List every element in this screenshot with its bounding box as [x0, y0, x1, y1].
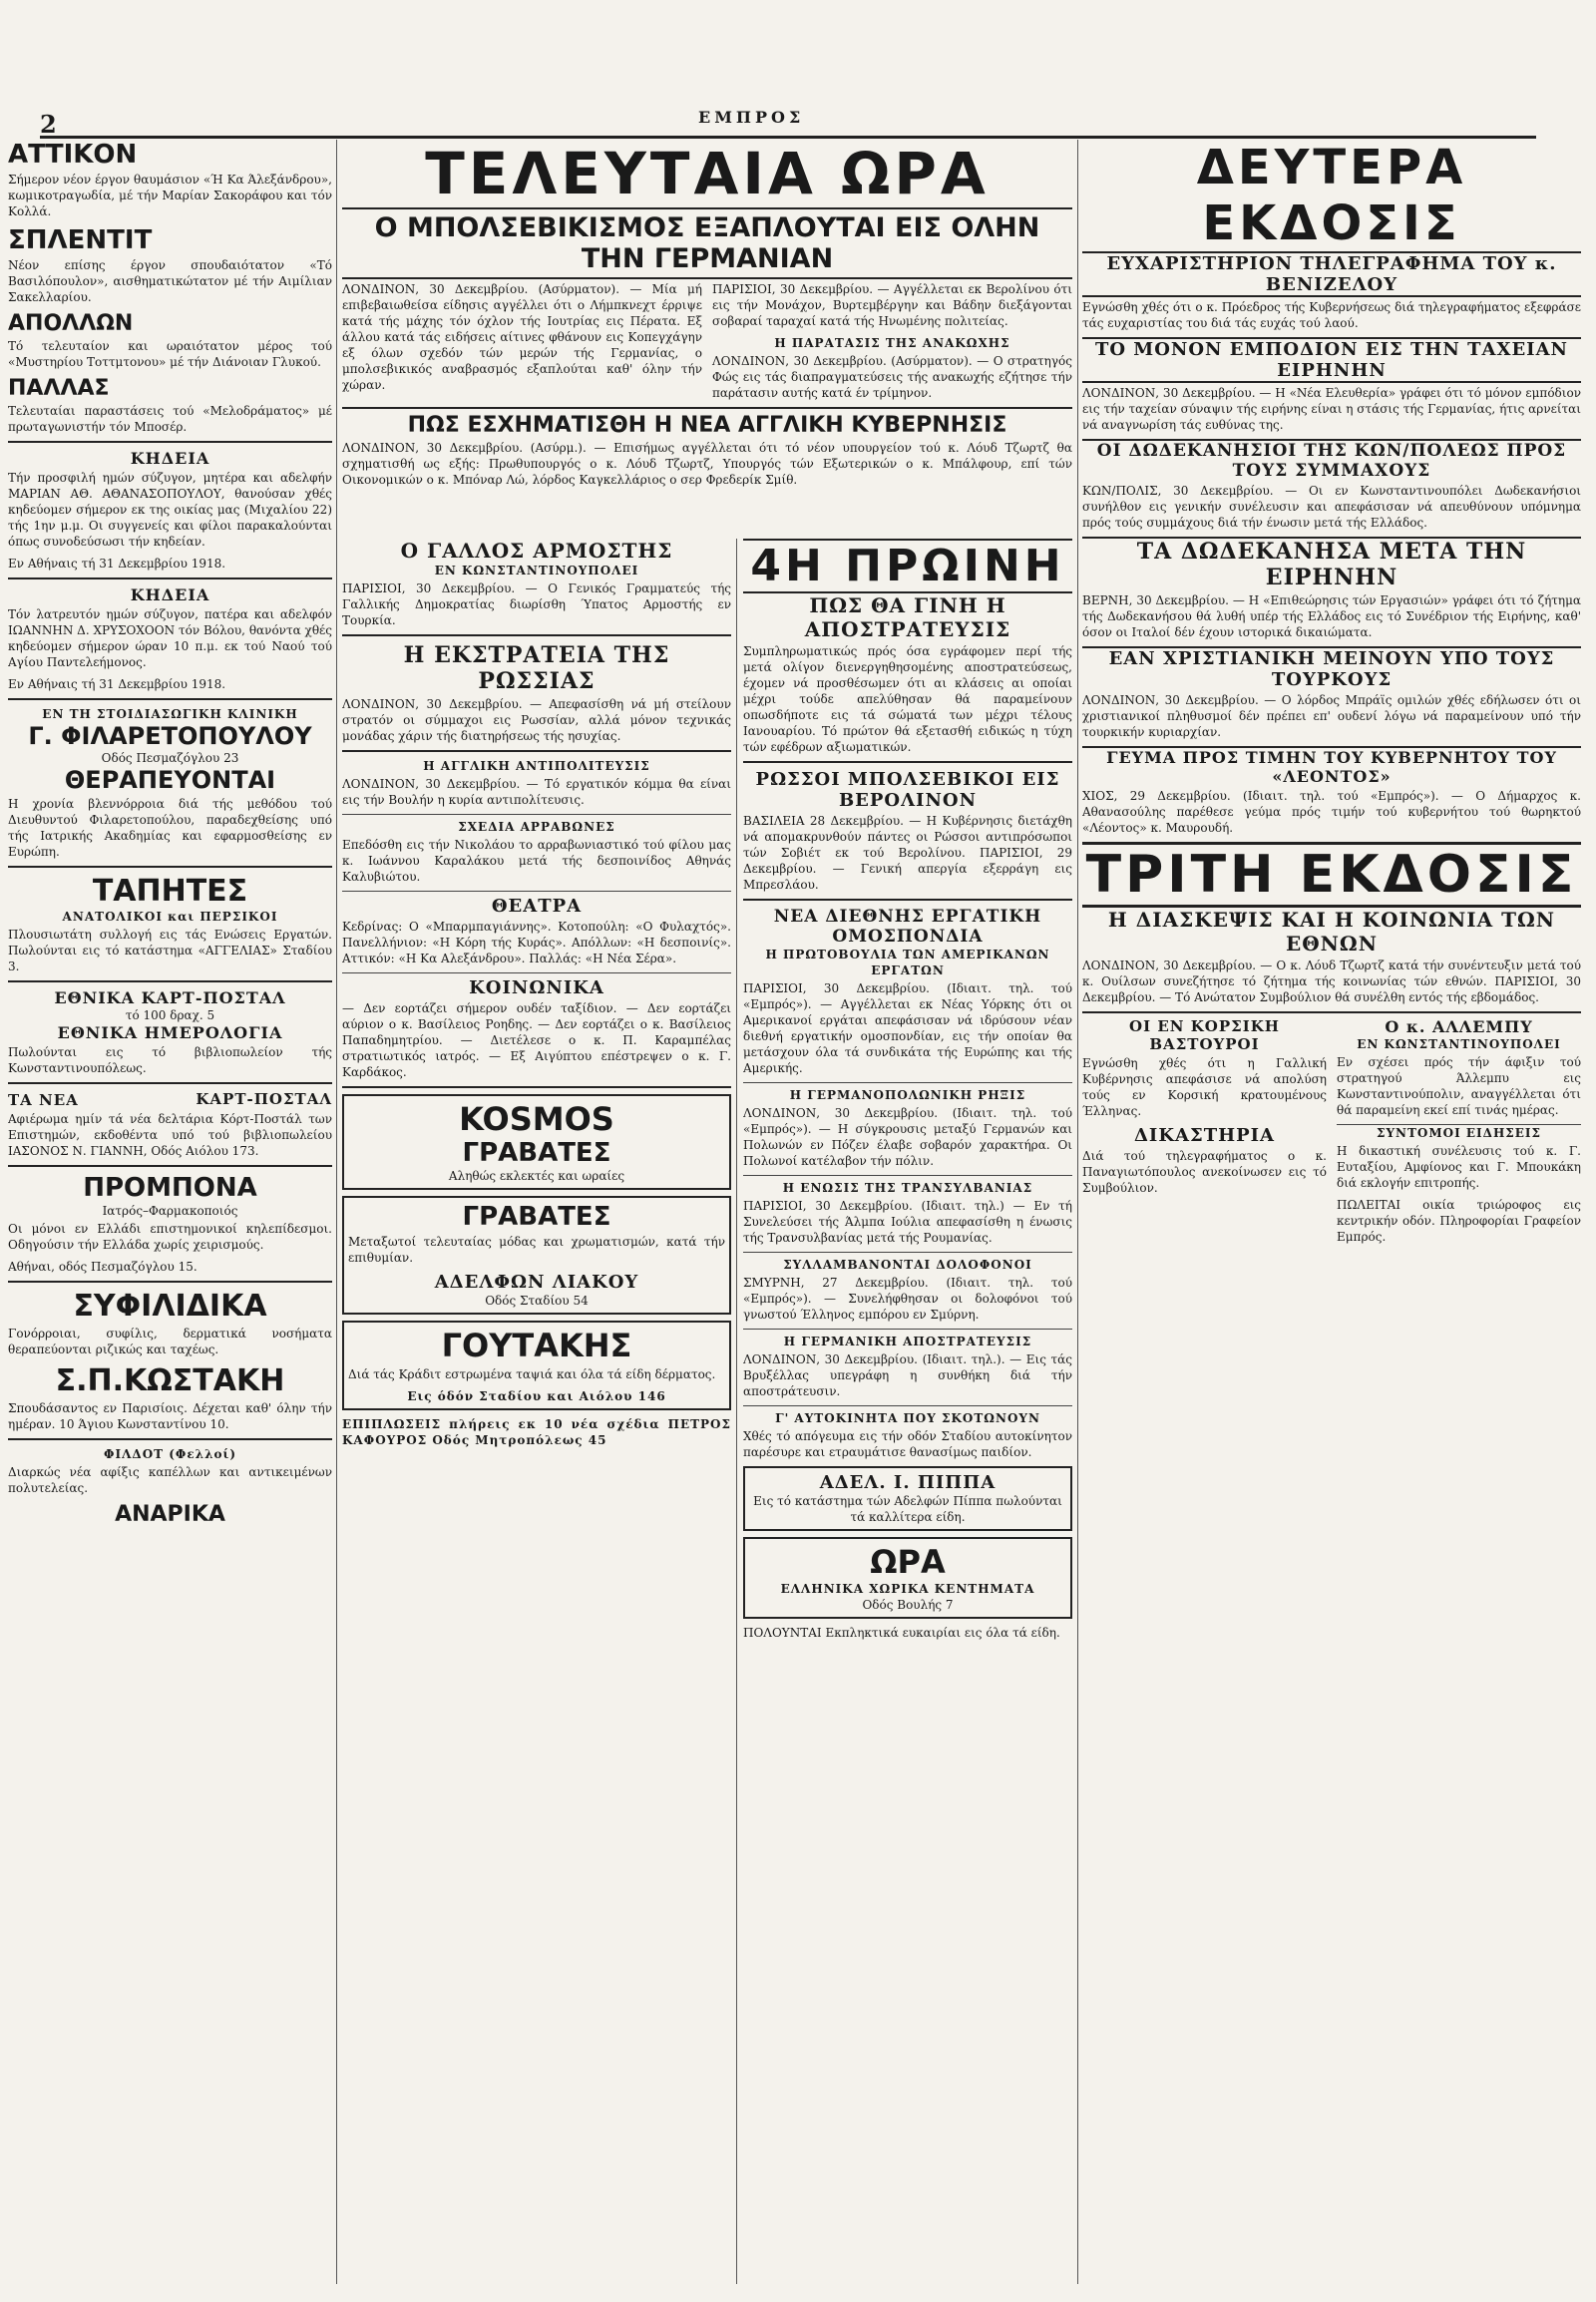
- center-left-column: [342, 539, 731, 2284]
- third-edition-banner: ΤΡΙΤΗ ΕΚΔΟΣΙΣ: [1082, 842, 1581, 908]
- main-top-block: [342, 140, 1072, 494]
- column-rule: [1077, 140, 1078, 2284]
- ora-address: Οδός Βουλής 7: [862, 1598, 954, 1612]
- nations-title: Η ΔΙΑΣΚΕΨΙΣ ΚΑΙ Η ΚΟΙΝΩΝΙΑ ΤΩΝ ΕΘΝΩΝ: [1107, 908, 1556, 956]
- section-title: ΚΗΔΕΙΑ: [130, 585, 210, 604]
- prompona-sub: Ιατρός–Φαρμακοποιός: [102, 1204, 238, 1218]
- morning-edition: 4Η ΠΡΩΙΝΗ: [743, 539, 1072, 593]
- transylvania-text: ΠΑΡΙΣΙΟΙ, 30 Δεκεμβρίου. (Ιδιαιτ. τηλ.) — Εν τή Συνελεύσει τής Άλμπα Ιούλια απεφασίσθη η ένωσις τής Τρανσυλβανίας μετά τής Ρουμανίας.: [743, 1199, 1072, 1245]
- masthead: ΕΜΠΡΟΣ: [698, 108, 805, 127]
- corsica-block: [1082, 1017, 1327, 1251]
- allenby-sub: ΕΝ ΚΩΝΣΤΑΝΤΙΝΟΥΠΟΛΕΙ: [1357, 1037, 1561, 1051]
- fildot-title: ΦΙΛΔΟΤ (Φελλοί): [104, 1447, 236, 1461]
- page-number: 2: [40, 110, 57, 139]
- divider: [743, 1252, 1072, 1253]
- theaters-list: Κεδρίνας: Ο «Μπαρμπαγιάννης». Κοτοπούλη: «Ο Φυλαχτός». Πανελλήνιον: «Η Κόρη τής Κυράς». Απόλλων: «Η δεσποινίς». Αττικόν: «Η Κα Αλεξάνδρου». Παλλάς: «Η Νέα Σέρα».: [342, 920, 731, 965]
- theater-text: Τό τελευταίον και ωραιότατον μέρος τού «Μυστηρίου Τοττμτονου» μέ τήν Διάνοιαν Γλυκού.: [8, 339, 332, 369]
- cabinet-text: ΛΟΝΔΙΝΟΝ, 30 Δεκεμβρίου. (Ασύρμ.). — Επισήμως αγγέλλεται ότι τό νέον υπουργείον τού κ. Λόυδ Τζωρτζ θα σχηματισθή ως εξής: Πρωθυπουργός ο κ. Λόυδ Τζωρτζ, Υπουργός τών Εξωτερικών ο κ. Μπάλφουρ, επί τών Οικονομικών ο κ. Μπόναρ Λώ, λόρδος Καγκελλάριος ο σερ Φρεδερίκ Σμίθ.: [342, 441, 1072, 487]
- german-demob-title: Η ΓΕΡΜΑΝΙΚΗ ΑΠΟΣΤΡΑΤΕΥΣΙΣ: [783, 1335, 1032, 1348]
- section-label: ΤΑ ΝΕΑ: [8, 1091, 79, 1109]
- cards-title: ΕΘΝΙΚΑ ΚΑΡΤ-ΠΟΣΤΑΛ: [54, 988, 286, 1007]
- ties-heading: ΓΡΑΒΑΤΕΣ: [462, 1138, 611, 1168]
- armostis-title: Ο ΓΑΛΛΟΣ ΑΡΜΟΣΤΗΣ: [400, 539, 673, 563]
- banner-headline: ΤΕΛΕΥΤΑΙΑ ΩΡΑ: [425, 140, 990, 207]
- center-right-column: [743, 539, 1072, 2284]
- dodecanese-text: ΚΩΝ/ΠΟΛΙΣ, 30 Δεκεμβρίου. — Οι εν Κωνσταντινουπόλει Δωδεκανήσιοι συνήλθον εις γενικήν συνέλευσιν και απεφάσισαν νά απευθύνουν υπόμνημα πρός τούς συμμάχους διά τήν ένωσιν μετά τής Ελλάδος.: [1082, 484, 1581, 530]
- transylvania-title: Η ΕΝΩΣΙΣ ΤΗΣ ΤΡΑΝΣΥΛΒΑΝΙΑΣ: [782, 1181, 1033, 1195]
- after-peace-text: ΒΕΡΝΗ, 30 Δεκεμβρίου. — Η «Επιθεώρησις τών Εργασιών» γράφει ότι τό ζήτημα τής Δωδεκανήσου θά λυθή υπέρ τής Ελλάδος εις τό Συνέδριον τής Ειρήνης, καθ' όσον οι Ιταλοί δέν έχουν ιστορικά δικαιώματα.: [1082, 593, 1581, 639]
- opposition-text: ΛΟΝΔΙΝΟΝ, 30 Δεκεμβρίου. — Τό εργατικόν κόμμα θα είναι εις τήν Βουλήν η κυρία αντιπολίτευσις.: [342, 777, 731, 807]
- tail-text: ΠΟΛΟΥΝΤΑΙ Εκπληκτικά ευκαιρίαι εις όλα τά είδη.: [743, 1626, 1060, 1640]
- ora-brand: ΩΡΑ: [870, 1543, 946, 1581]
- divider: [8, 1281, 332, 1283]
- almanac-title: ΕΘΝΙΚΑ ΗΜΕΡΟΛΟΓΙΑ: [57, 1023, 283, 1042]
- engagement-title: ΣΧΕΔΙΑ ΑΡΡΑΒΩΝΕΣ: [458, 820, 615, 834]
- obituary-text: Τήν προσφιλή ημών σύζυγον, μητέρα και αδελφήν ΜΑΡΙΑΝ ΑΘ. ΑΘΑΝΑΣΟΠΟΥΛΟΥ, θανούσαν χθές κηδεύομεν σήμερον εκ της οικίας μας (Μιχαλίου 22) τής 1ην μ.μ. Οι συγγενείς και φίλοι παρακαλούνται όπως συνοδεύσωσι τήν κηδείαν.: [8, 471, 332, 549]
- pipa-brand: ΑΔΕΛ. Ι. ΠΙΠΠΑ: [819, 1472, 997, 1493]
- divider: [342, 1086, 731, 1088]
- thanks-text: Εγνώσθη χθές ότι ο κ. Πρόεδρος τής Κυβερνήσεως διά τηλεγραφήματος εξεφράσε τάς ευχαριστίας του διά τάς ευχάς τού λαού.: [1082, 300, 1581, 330]
- news-section: [8, 1090, 332, 1109]
- divider: [743, 1405, 1072, 1406]
- thanks-title: ΕΥΧΑΡΙΣΤΗΡΙΟΝ ΤΗΛΕΓΡΑΦΗΜΑ ΤΟΥ κ. ΒΕΝΙΖΕΛΟΥ: [1082, 251, 1581, 297]
- divider: [8, 980, 332, 982]
- divider: [8, 698, 332, 700]
- carpets-sub: ΑΝΑΤΟΛΙΚΟΙ και ΠΕΡΣΙΚΟΙ: [62, 910, 278, 924]
- after-peace-title: ΤΑ ΔΩΔΕΚΑΝΗΣΑ ΜΕΤΑ ΤΗΝ ΕΙΡΗΝΗΝ: [1082, 537, 1581, 590]
- poland-title: Η ΓΕΡΜΑΝΟΠΟΛΩΝΙΚΗ ΡΗΞΙΣ: [789, 1088, 1026, 1102]
- page-header-bar: [40, 108, 1536, 139]
- divider: [8, 1438, 332, 1440]
- fildot-text: Διαρκώς νέα αφίξις καπέλλων και αντικειμένων πολυτελείας.: [8, 1465, 332, 1495]
- column-rule: [336, 140, 337, 2284]
- goutakis-brand: ΓΟΥΤΑΚΗΣ: [441, 1327, 632, 1364]
- divider: [743, 899, 1072, 901]
- divider: [342, 891, 731, 892]
- theater-name: ΑΠΟΛΛΩΝ: [8, 311, 134, 336]
- union-title: ΝΕΑ ΔΙΕΘΝΗΣ ΕΡΓΑΤΙΚΗ ΟΜΟΣΠΟΝΔΙΑ: [773, 907, 1042, 947]
- russia-title: Η ΕΚΣΤΡΑΤΕΙΑ ΤΗΣ ΡΩΣΣΙΑΣ: [403, 642, 670, 694]
- prompona-title: ΠΡΟΜΠΟΝΑ: [83, 1173, 257, 1203]
- divider: [743, 761, 1072, 763]
- allenby-block: [1337, 1017, 1581, 1251]
- armostis-sub: ΕΝ ΚΩΝΣΤΑΝΤΙΝΟΥΠΟΛΕΙ: [434, 564, 639, 577]
- court-text: Διά τού τηλεγραφήματος ο κ. Παναγιωτόπουλος ανεκοίνωσεν εις τό Συμβούλιον.: [1082, 1149, 1327, 1195]
- divider: [342, 814, 731, 815]
- corsica-title: ΟΙ ΕΝ ΚΟΡΣΙΚΗ ΒΑΣΤΟΥΡΟΙ: [1129, 1017, 1280, 1053]
- left-column: [8, 140, 332, 2284]
- cars-text: Χθές τό απόγευμα εις τήν οδόν Σταδίου αυτοκίνητον παρέσυρε και ετραυμάτισε θανασίμως παιδίον.: [743, 1429, 1072, 1459]
- smyrna-title: ΣΥΛΛΑΜΒΑΝΟΝΤΑΙ ΔΟΛΟΦΟΝΟΙ: [783, 1258, 1032, 1272]
- furniture-ad: ΕΠΙΠΛΩΣΕΙΣ πλήρεις εκ 10 νέα σχέδια ΠΕΤΡΟΣ ΚΑΦΟΥΡΟΣ Οδός Μητροπόλεως 45: [342, 1417, 731, 1447]
- divider: [342, 972, 731, 973]
- kostaki-text: Σπουδάσαντος εν Παρισίοις. Δέχεται καθ' όλην τήν ημέραν. 10 Άγιου Κωνσταντίνου 10.: [8, 1401, 332, 1431]
- theater-text: Νέον επίσης έργον σπουδαιότατον «Τό Βασιλόπουλον», αισθηματικώτατον μέ τήν Αιμίλιαν Σακελλαρίου.: [8, 258, 332, 304]
- armistice-title: Η ΠΑΡΑΤΑΣΙΣ ΤΗΣ ΑΝΑΚΩΧΗΣ: [774, 336, 1010, 350]
- theaters-title: ΘΕΑΤΡΑ: [491, 896, 583, 917]
- theater-name: ΠΑΛΛΑΣ: [8, 376, 110, 401]
- theater-item: [8, 311, 332, 370]
- lead-text: ΛΟΝΔΙΝΟΝ, 30 Δεκεμβρίου. (Ασύρματον). — Μία μή επιβεβαιωθείσα είδησις αγγέλλει ότι ο Λήμπκνεχτ έρριψε κατά τής μάχης τόν όχλον τής Ιουτρίας εις Πέρατα. Εξ άλλου κατά τάς ειδήσεις αίτινες φθάνουν εις Κοπεγχάγην εξ όλων σχεδόν τών μερών τής Γερμανίας, ο μπολσεβικικός αναβρασμός εξαπλούται καθ' όλην τήν χώραν.: [342, 282, 702, 392]
- section-title: ΚΗΔΕΙΑ: [130, 449, 210, 468]
- divider: [8, 441, 332, 443]
- theater-name: ΑΤΤΙΚΟΝ: [8, 140, 138, 170]
- theater-item: [8, 140, 332, 219]
- armistice-text: ΛΟΝΔΙΝΟΝ, 30 Δεκεμβρίου. (Ασύρματον). — Ο στρατηγός Φώς εις τάς διαπραγματεύσεις τής ανακωχής εζήτησε τήν παράτασιν αυτής κατά έν τρίμηνον.: [712, 354, 1072, 400]
- almanac-text: Πωλούνται εις τό βιβλιοπωλείον τής Κωνσταντινουπόλεως.: [8, 1045, 332, 1075]
- last-ad: ΑΝΑΡΙΚΑ: [115, 1502, 225, 1527]
- obituary-date: Εν Αθήναις τή 31 Δεκεμβρίου 1918.: [8, 557, 226, 571]
- russians-text: ΒΑΣΙΛΕΙΑ 28 Δεκεμβρίου. — Η Κυβέρνησις διετάχθη νά απομακρυνθούν πάντες οι Ρώσσοι αντιπρόσωποι τών Σοβιέτ εκ τού Βερολίνου. ΠΑΡΙΣΙΟΙ, 29 Δεκεμβρίου. — Γενική απεργία εξερράγη εις Μπρεσλάου.: [743, 814, 1072, 892]
- opposition-title: Η ΑΓΓΛΙΚΗ ΑΝΤΙΠΟΛΙΤΕΥΣΙΣ: [423, 759, 650, 773]
- lead-headline: Ο ΜΠΟΛΣΕΒΙΚΙΣΜΟΣ ΕΞΑΠΛΟΥΤΑΙ ΕΙΣ ΟΛΗΝ ΤΗΝ ΓΕΡΜΑΝΙΑΝ: [342, 207, 1072, 279]
- brief-text: Η δικαστική συνέλευσις τού κ. Γ. Ευταξίου, Αμφίονος και Γ. Μπουκάκη διά εκλογήν επιτροπής.: [1337, 1144, 1581, 1190]
- cards-price: τό 100 δραχ. 5: [125, 1008, 215, 1022]
- clinic-heading: ΘΕΡΑΠΕΥΟΝΤΑΙ: [64, 766, 276, 794]
- sifilidika-text: Γονόρροιαι, συφίλις, δερματικά νοσήματα θεραπεύονται ριζικώς και ταχέως.: [8, 1327, 332, 1356]
- social-text: — Δεν εορτάζει σήμερον ουδέν ταξίδιον. — Δεν εορτάζει αύριον ο κ. Βασίλειος Ροηδης. — Δεν εορτάζει ο κ. Βασίλειος Παπαδημητρίου. — Διετέλεσε ο κ. Π. Καραμπέλας στρατιωτικός ιατρός. — Εξ Αιγύπτου επέστρεψεν ο κ. Γ. Καρδάκος.: [342, 1001, 731, 1079]
- obituary-date: Εν Αθήναις τή 31 Δεκεμβρίου 1918.: [8, 677, 226, 691]
- armostis-text: ΠΑΡΙΣΙΟΙ, 30 Δεκεμβρίου. — Ο Γενικός Γραμματεύς τής Γαλλικής Δημοκρατίας διωρίσθη Ύπατος Αρμοστής εν Τουρκία.: [342, 581, 731, 627]
- divider: [8, 1082, 332, 1084]
- cabinet-headline: ΠΩΣ ΕΣΧΗΜΑΤΙΣΘΗ Η ΝΕΑ ΑΓΓΛΙΚΗ ΚΥΒΕΡΝΗΣΙΣ: [342, 407, 1072, 438]
- sifilidika-title: ΣΥΦΙΛΙΔΙΚΑ: [73, 1289, 267, 1324]
- union-sub: Η ΠΡΩΤΟΒΟΥΛΙΑ ΤΩΝ ΑΜΕΡΙΚΑΝΩΝ ΕΡΓΑΤΩΝ: [765, 948, 1050, 977]
- goutakis-text: Διά τάς Κράδιτ εστρωμένα ταψιά και όλα τά είδη δέρματος.: [348, 1367, 716, 1381]
- nations-text: ΛΟΝΔΙΝΟΝ, 30 Δεκεμβρίου. — Ο κ. Λόυδ Τζωρτζ κατά τήν συνέντευξιν μετά τού κ. Ουίλσων συνεζήτησε τό ζήτημα τής κοινωνίας τών εθνών. ΠΑΡΙΣΙΟΙ, 30 Δεκεμβρίου. — Τό Ανώτατον Συμβούλιον θά συνέλθη εντός τής εβδομάδος.: [1082, 959, 1581, 1004]
- theater-text: Σήμερον νέον έργον θαυμάσιον «Ή Κα Άλεξάνδρου», κωμικοτραγωδία, μέ τήν Μαρίαν Σακοράφου και τόν Κολλά.: [8, 173, 332, 218]
- clinic-address: Οδός Πεσμαζόγλου 23: [101, 751, 239, 765]
- liakou-address: Οδός Σταδίου 54: [485, 1294, 589, 1308]
- goutakis-address: Εις όδόν Σταδίου και Αιόλου 146: [407, 1389, 666, 1403]
- lead-col2: [712, 279, 1072, 407]
- demob-text: Συμπληρωματικώς πρός όσα εγράφομεν περί τής μετά ολίγον διενεργηθησομένης αποστρατεύσεως, έχομεν νά προσθέσωμεν ότι αι κλάσεις αι οποίαι μέχρι τούδε απελύθησαν θά παραμείνουν οπωσδήποτε εις τά σώματά των μέχρι τέλους Ιανουαρίου. Τό πρώτον θά εξετασθή ειδικώς η τύχη τών εφέδρων αξιωματικών.: [743, 644, 1072, 754]
- poland-text: ΛΟΝΔΙΝΟΝ, 30 Δεκεμβρίου. (Ιδιαιτ. τηλ. τού «Εμπρός»). — Η σύγκρουσις μεταξύ Γερμανών και Πολωνών εν Πόζεν έλαβε σοβαρόν χαρακτήρα. Οι Πολωνοί κατέλαβον τήν πόλιν.: [743, 1106, 1072, 1168]
- theater-item: [8, 225, 332, 305]
- kart-label: ΚΑΡΤ-ΠΟΣΤΑΛ: [196, 1090, 332, 1108]
- clinic-name: Γ. ΦΙΛΑΡΕΤΟΠΟΥΛΟΥ: [28, 722, 312, 750]
- christians-text: ΛΟΝΔΙΝΟΝ, 30 Δεκεμβρίου. — Ο λόρδος Μπράϊς ομιλών χθές εδήλωσεν ότι οι χριστιανικοί πληθυσμοί δέν πρέπει επ' ουδενί λόγω νά παραμείνουν υπό τήν τουρκικήν κυριαρχίαν.: [1082, 693, 1581, 739]
- obstacle-text: ΛΟΝΔΙΝΟΝ, 30 Δεκεμβρίου. — Η «Νέα Ελευθερία» γράφει ότι τό μόνον εμπόδιον εις τήν ταχείαν σύναψιν τής ειρήνης είναι η στάσις τής Γερμανίας, ήτις αρνείται νά αναγνωρίση τάς ευθύνας της.: [1082, 386, 1581, 432]
- pipa-ad: [743, 1466, 1072, 1531]
- divider: [743, 1082, 1072, 1083]
- corsica-text: Εγνώσθη χθές ότι η Γαλλική Κυβέρνησις απεφάσισε νά απολύση τούς εν Κορσική κρατουμένους Έλληνας.: [1082, 1056, 1327, 1118]
- right-column: [1082, 140, 1581, 2284]
- liakou-ad: [342, 1196, 731, 1315]
- lead-columns: [342, 279, 1072, 407]
- theater-name: ΣΠΛΕΝΤΙΤ: [8, 225, 153, 255]
- allenby-text: Εν σχέσει πρός τήν άφιξιν τού στρατηγού Άλλεμπυ εις Κωνσταντινούπολιν, αναγγέλλεται ότι θά παραμείνη εκεί επί τινάς ημέρας.: [1337, 1055, 1581, 1117]
- social-title: ΚΟΙΝΩΝΙΚΑ: [469, 977, 604, 998]
- divider: [743, 1329, 1072, 1330]
- clinic-text: Η χρονία βλεννόρροια διά τής μεθόδου τού Διευθυντού Φιλαρετοπούλου, παραδεχθείσης υπό τής Ιατρικής Ακαδημίας και εφαρμοσθείσης εν Ευρώπη.: [8, 797, 332, 859]
- column-rule: [736, 539, 737, 2284]
- second-edition-banner: ΔΕΥΤΕΡΑ ΕΚΔΟΣΙΣ: [1196, 140, 1467, 251]
- lead-text-2: ΠΑΡΙΣΙΟΙ, 30 Δεκεμβρίου. — Αγγέλλεται εκ Βερολίνου ότι εις τήν Μονάχον, Βυρτεμβέργην και Βάδην διεξάγονται σοβαραί ταραχαί κατά τής Ηνωμένης πολιτείας.: [712, 282, 1072, 328]
- russians-title: ΡΩΣΣΟΙ ΜΠΟΛΣΕΒΙΚΟΙ ΕΙΣ ΒΕΡΟΛΙΝΟΝ: [755, 769, 1060, 811]
- ora-sub: ΕΛΛΗΝΙΚΑ ΧΩΡΙΚΑ ΚΕΝΤΗΜΑΤΑ: [780, 1582, 1035, 1596]
- kostaki-title: Σ.Π.ΚΩΣΤΑΚΗ: [55, 1363, 285, 1398]
- divider: [342, 634, 731, 636]
- divider: [342, 750, 731, 752]
- ora-ad: [743, 1537, 1072, 1619]
- carpets-title: ΤΑΠΗΤΕΣ: [92, 874, 248, 909]
- prompona-address: Αθήναι, οδός Πεσμαζόγλου 15.: [8, 1260, 198, 1274]
- divider: [8, 1165, 332, 1167]
- ties-text: Μεταξωτοί τελευταίας μόδας και χρωματισμών, κατά τήν επιθυμίαν.: [348, 1235, 725, 1265]
- obituary-text: Τόν λατρευτόν ημών σύζυγον, πατέρα και αδελφόν ΙΩΑΝΝΗΝ Δ. ΧΡΥΣΟΧΟΟΝ τόν Βόλου, θανόντα χθές κηδεύομεν σήμερον ώραν 10 π.μ. εκ τού Ναού τού Αγίου Παντελεήμονος.: [8, 607, 332, 669]
- obstacle-title: ΤΟ ΜΟΝΟΝ ΕΜΠΟΔΙΟΝ ΕΙΣ ΤΗΝ ΤΑΧΕΙΑΝ ΕΙΡΗΝΗΝ: [1082, 337, 1581, 383]
- bottom-right-split: [1082, 1011, 1581, 1251]
- prompona-text: Οι μόνοι εν Ελλάδι επιστημονικοί κηλεπίδεσμοι. Οδηγούσιν τήν Ελλάδα χωρίς χειρισμούς.: [8, 1222, 332, 1252]
- kosmos-brand: KOSMOS: [459, 1100, 614, 1138]
- dodecanese-title: ΟΙ ΔΩΔΕΚΑΝΗΣΙΟΙ ΤΗΣ ΚΩΝ/ΠΟΛΕΩΣ ΠΡΟΣ ΤΟΥΣ ΣΥΜΜΑΧΟΥΣ: [1082, 439, 1581, 481]
- christians-title: ΕΑΝ ΧΡΙΣΤΙΑΝΙΚΗ ΜΕΙΝΟΥΝ ΥΠΟ ΤΟΥΣ ΤΟΥΡΚΟΥΣ: [1082, 646, 1581, 690]
- kosmos-ad: [342, 1094, 731, 1190]
- pipa-text: Εις τό κατάστημα τών Αδελφών Πίππα πωλούνται τά καλλίτερα είδη.: [753, 1494, 1062, 1524]
- russia-text: ΛΟΝΔΙΝΟΝ, 30 Δεκεμβρίου. — Απεφασίσθη νά μή στείλουν στρατόν οι σύμμαχοι εις Ρωσσίαν, αλλά μόνον τεχνικάς μονάδας χάριν τής διατηρήσεως τής ησυχίας.: [342, 697, 731, 743]
- divider: [743, 1175, 1072, 1176]
- liakou-name: ΑΔΕΛΦΩΝ ΛΙΑΚΟΥ: [434, 1272, 639, 1293]
- german-demob-text: ΛΟΝΔΙΝΟΝ, 30 Δεκεμβρίου. (Ιδιαιτ. τηλ.). — Εις τάς Βρυξέλλας υπεγράφη η συνθήκη διά τήν αποστράτευσιν.: [743, 1352, 1072, 1398]
- ties-heading-2: ΓΡΑΒΑΤΕΣ: [462, 1202, 611, 1232]
- divider: [8, 866, 332, 868]
- union-text: ΠΑΡΙΣΙΟΙ, 30 Δεκεμβρίου. (Ιδιαιτ. τηλ. τού «Εμπρός»). — Αγγέλλεται εκ Νέας Υόρκης ότι οι Αμερικανοί εργάται απεφάσισαν νά ιδρύσουν νέαν διεθνή εργατικήν ομοσπονδίαν, εις τήν οποίαν θα μετάσχουν όλα τά συνδικάτα τής Ευρώπης και τής Αμερικής.: [743, 981, 1072, 1075]
- court-title: ΔΙΚΑΣΤΗΡΙΑ: [1133, 1125, 1276, 1146]
- carpets-text: Πλουσιωτάτη συλλογή εις τάς Ενώσεις Εργατών. Πωλούνται εις τό κατάστημα «ΑΓΓΕΛΙΑΣ» Σταδίου 3.: [8, 928, 332, 973]
- kart-text: Αφιέρωμα ημίν τά νέα δελτάρια Κόρτ-Ποστάλ των Επιστημών, εκδοθέντα υπό τού βιβλιοπωλείου ΙΑΣΟΝΟΣ Ν. ΓΙΑΝΝΗ, Οδός Αιόλου 173.: [8, 1112, 332, 1158]
- clinic-title: ΕΝ ΤΗ ΣΤΟΙΔΙΑΣΩΓΙΚΗ ΚΛΙΝΙΚΗ: [42, 707, 298, 721]
- smyrna-text: ΣΜΥΡΝΗ, 27 Δεκεμβρίου. (Ιδιαιτ. τηλ. τού «Εμπρός»). — Συνελήφθησαν οι δολοφόνοι τού γνωστού Έλληνος εμπόρου εν Σμύρνη.: [743, 1276, 1072, 1322]
- classified-ad: ΠΩΛΕΙΤΑΙ οικία τριώροφος εις κεντρικήν οδόν. Πληροφορίαι Γραφείον Εμπρός.: [1337, 1198, 1581, 1244]
- divider: [8, 577, 332, 579]
- theater-text: Τελευταίαι παραστάσεις τού «Μελοδράματος» μέ πρωταγωνιστήν τόν Μποσέρ.: [8, 404, 332, 434]
- lunch-title: ΓΕΥΜΑ ΠΡΟΣ ΤΙΜΗΝ ΤΟΥ ΚΥΒΕΡΝΗΤΟΥ ΤΟΥ «ΛΕΟΝΤΟΣ»: [1082, 746, 1581, 786]
- engagement-text: Επεδόσθη εις τήν Νικολάου το αρραβωνιαστικό τού φίλου μας κ. Ιωάννου Καραλάκου μετά τής δεσποινίδος Αθηνάς Καλυβιώτου.: [342, 838, 731, 884]
- allenby-title: Ο κ. ΑΛΛΕΜΠΥ: [1385, 1017, 1533, 1036]
- brief-title: ΣΥΝΤΟΜΟΙ ΕΙΔΗΣΕΙΣ: [1337, 1124, 1581, 1141]
- goutakis-ad: [342, 1321, 731, 1410]
- cars-title: Γ' ΑΥΤΟΚΙΝΗΤΑ ΠΟΥ ΣΚΟΤΩΝΟΥΝ: [775, 1411, 1040, 1425]
- demob-title: ΠΩΣ ΘΑ ΓΙΝΗ Η ΑΠΟΣΤΡΑΤΕΥΣΙΣ: [804, 593, 1011, 641]
- theater-item: [8, 376, 332, 435]
- lunch-text: ΧΙΟΣ, 29 Δεκεμβρίου. (Ιδιαιτ. τηλ. τού «Εμπρός»). — Ο Δήμαρχος κ. Αθανασούλης παρέθεσε γεύμα πρός τιμήν τού κυβερνήτου τού θωρηκτού «Λέοντος» κ. Μαυρουδή.: [1082, 789, 1581, 835]
- ties-sub: Αληθώς εκλεκτές και ωραίες: [448, 1169, 625, 1183]
